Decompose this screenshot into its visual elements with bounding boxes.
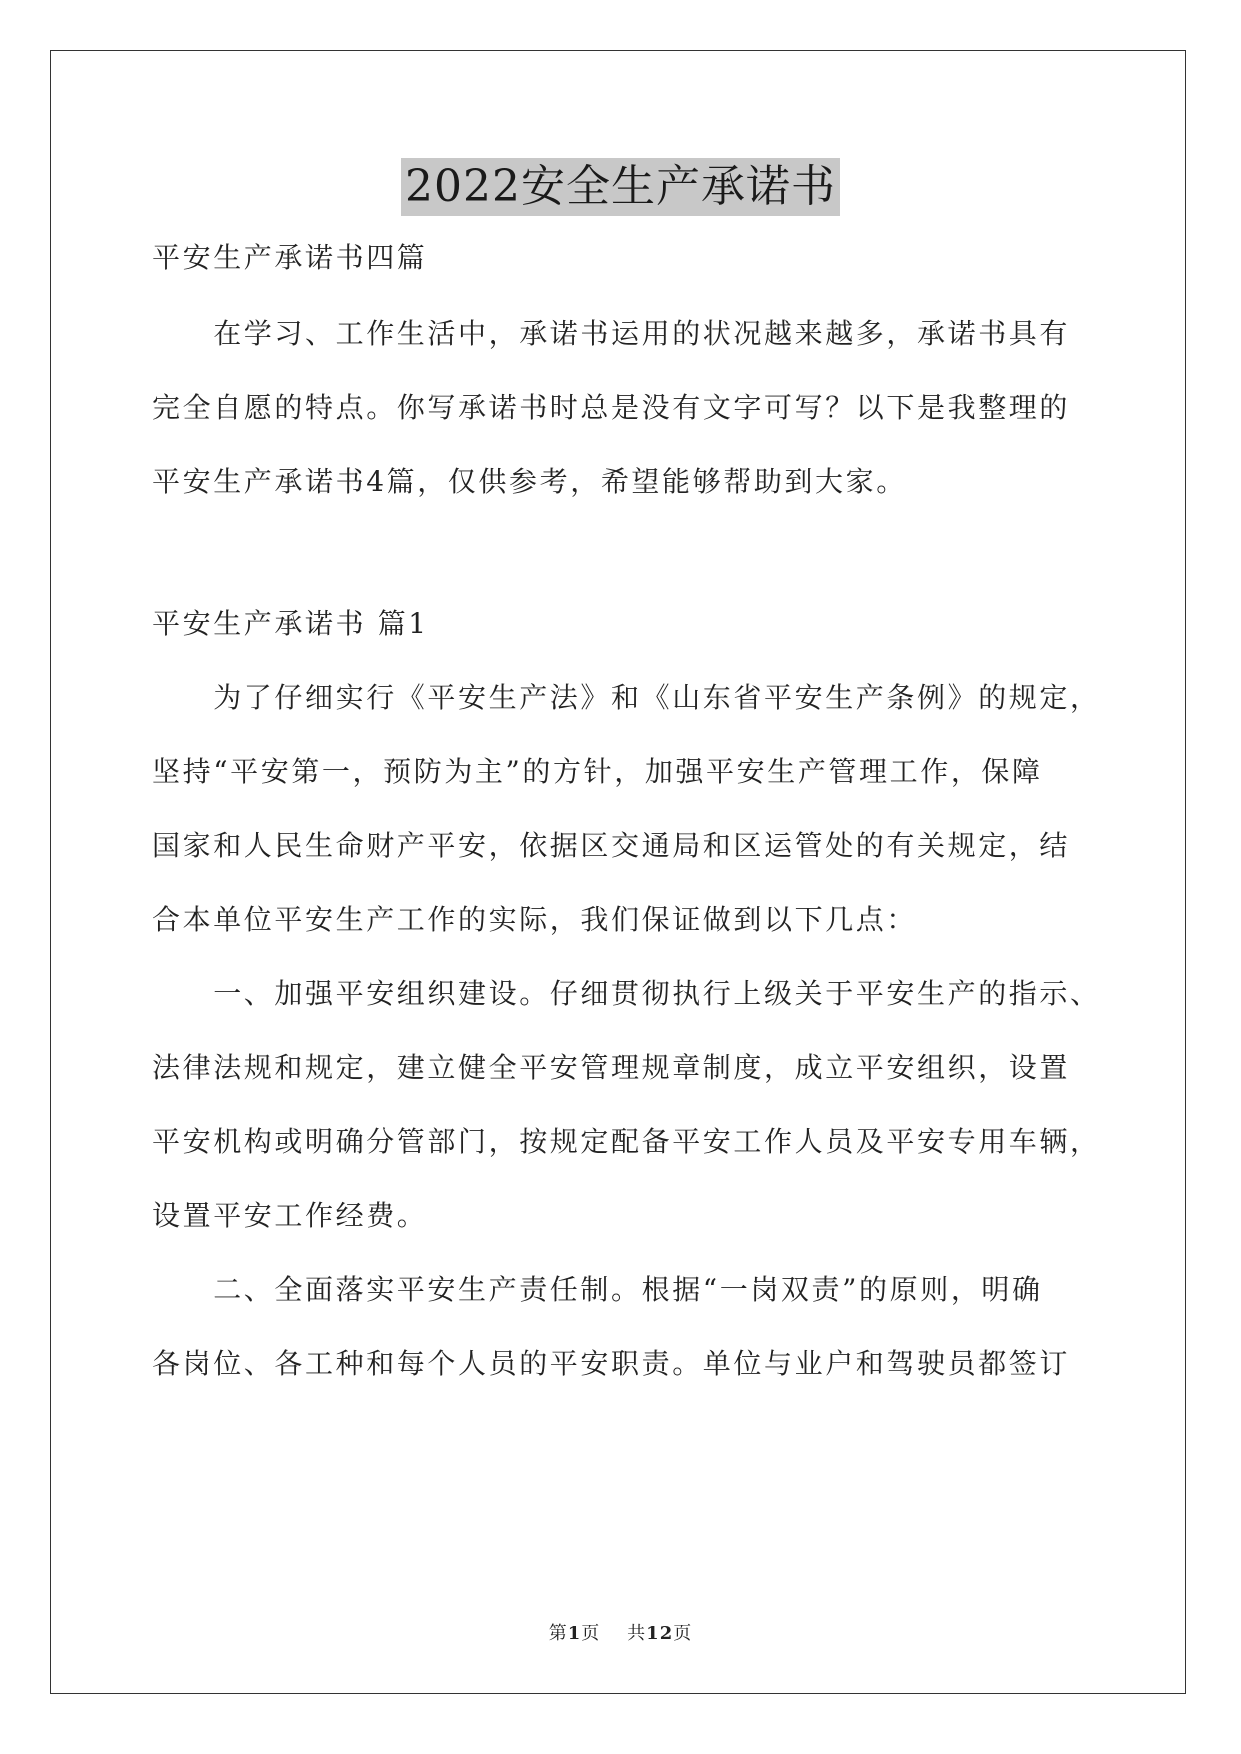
page-number: 1	[567, 1623, 582, 1644]
document-title: 2022安全生产承诺书	[401, 158, 840, 216]
body-line: 坚持“平安第一，预防为主”的方针，加强平安生产管理工作，保障	[152, 755, 1043, 788]
body-line: 为了仔细实行《平安生产法》和《山东省平安生产条例》的规定，	[152, 681, 1101, 714]
page-footer	[0, 1622, 1241, 1646]
total-prefix: 共	[627, 1623, 647, 1644]
page-border	[50, 50, 1186, 1694]
body-line: 一、加强平安组织建设。仔细贯彻执行上级关于平安生产的指示、	[152, 977, 1101, 1010]
total-suffix: 页	[673, 1623, 693, 1644]
body-line: 国家和人民生命财产平安，依据区交通局和区运管处的有关规定，结	[152, 829, 1071, 862]
body-line: 二、全面落实平安生产责任制。根据“一岗双责”的原则，明确	[152, 1273, 1043, 1306]
body-line: 在学习、工作生活中，承诺书运用的状况越来越多，承诺书具有	[152, 317, 1071, 350]
page-suffix: 页	[581, 1623, 601, 1644]
section-heading: 平安生产承诺书 篇1	[152, 607, 429, 640]
body-line: 法律法规和规定，建立健全平安管理规章制度，成立平安组织，设置	[152, 1051, 1071, 1084]
title-container	[0, 158, 1241, 216]
body-line: 平安生产承诺书4篇，仅供参考，希望能够帮助到大家。	[152, 465, 907, 498]
page-prefix: 第	[548, 1623, 568, 1644]
total-pages: 12	[646, 1623, 674, 1644]
subtitle-line: 平安生产承诺书四篇	[152, 241, 428, 274]
body-line: 平安机构或明确分管部门，按规定配备平安工作人员及平安专用车辆，	[152, 1125, 1101, 1158]
body-line: 合本单位平安生产工作的实际，我们保证做到以下几点：	[152, 903, 918, 936]
body-line: 设置平安工作经费。	[152, 1199, 428, 1232]
body-line: 各岗位、各工种和每个人员的平安职责。单位与业户和驾驶员都签订	[152, 1347, 1071, 1380]
body-line: 完全自愿的特点。你写承诺书时总是没有文字可写？以下是我整理的	[152, 391, 1071, 424]
